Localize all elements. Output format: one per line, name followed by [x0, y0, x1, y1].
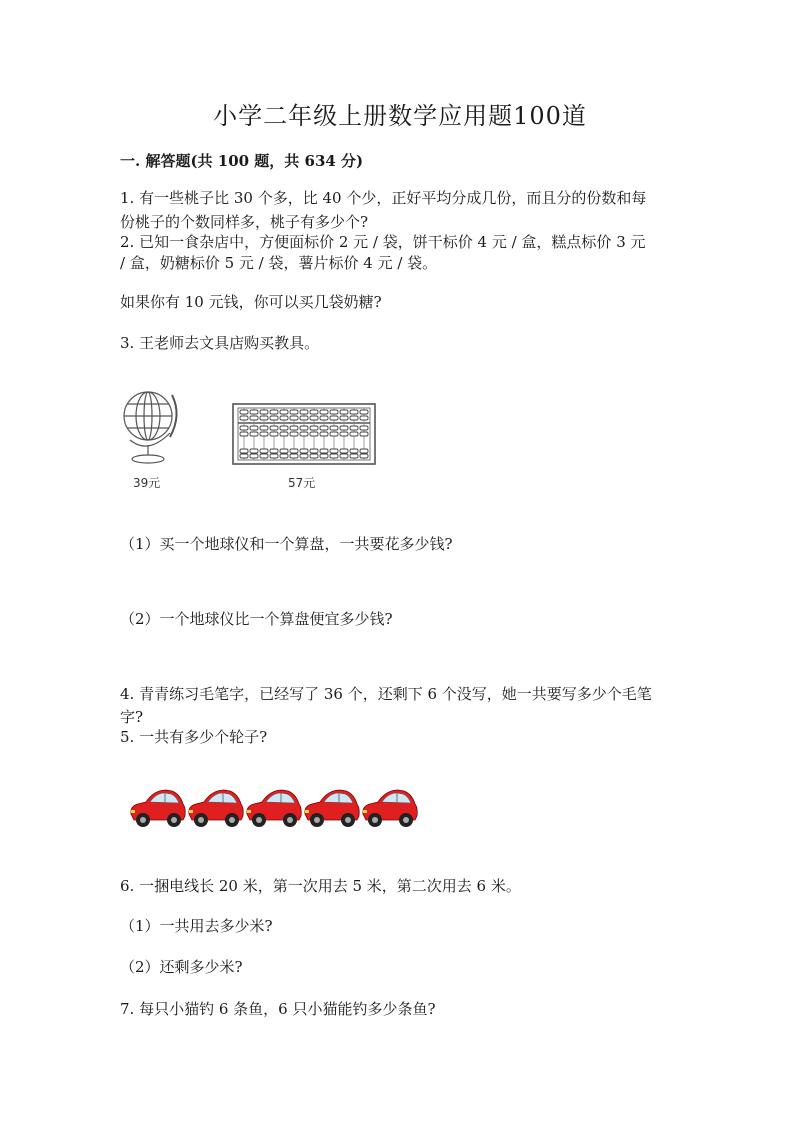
abacus-bead	[330, 432, 338, 436]
abacus-bead	[270, 426, 278, 430]
abacus-bead	[310, 454, 318, 458]
question-5: 5. 一共有多少个轮子?	[120, 728, 268, 746]
page-title: 小学二年级上册数学应用题100道	[213, 102, 587, 130]
abacus-bead	[260, 449, 268, 453]
abacus-bead	[240, 426, 248, 430]
car	[131, 790, 185, 827]
question-3: 3. 王老师去文具店购买教具。	[120, 334, 320, 352]
abacus-bead	[310, 432, 318, 436]
abacus-bead	[320, 410, 328, 414]
question-6-part-2: （2）还剩多少米?	[120, 958, 243, 976]
question-1-line-1: 1. 有一些桃子比 30 个多，比 40 个少，正好平均分成几份，而且分的份数和每	[120, 189, 647, 207]
abacus-bead	[360, 454, 368, 458]
abacus-bead	[260, 426, 268, 430]
abacus-bead	[300, 449, 308, 453]
abacus-bead	[240, 432, 248, 436]
question-7: 7. 每只小猫钓 6 条鱼，6 只小猫能钓多少条鱼?	[120, 1000, 436, 1018]
abacus-bead	[330, 426, 338, 430]
abacus-bead	[270, 416, 278, 420]
abacus-bead	[300, 416, 308, 420]
question-6-part-1: （1）一共用去多少米?	[120, 917, 273, 935]
abacus-bead	[300, 454, 308, 458]
abacus-bead	[360, 449, 368, 453]
abacus-bead	[320, 416, 328, 420]
abacus-bead	[310, 410, 318, 414]
abacus-bead	[280, 410, 288, 414]
abacus-bead	[290, 416, 298, 420]
abacus-bead	[290, 454, 298, 458]
abacus-bead	[340, 416, 348, 420]
abacus-illustration	[232, 403, 376, 465]
abacus-bead	[350, 416, 358, 420]
abacus-bead	[330, 410, 338, 414]
abacus-bead	[320, 432, 328, 436]
abacus-bead	[240, 416, 248, 420]
abacus-bead	[250, 426, 258, 430]
abacus-bead	[310, 449, 318, 453]
question-3-part-2: （2）一个地球仪比一个算盘便宜多少钱?	[120, 610, 393, 628]
abacus-bead	[250, 416, 258, 420]
abacus-bead	[350, 426, 358, 430]
section-header: 一. 解答题(共 100 题，共 634 分)	[120, 152, 364, 170]
abacus-bead	[270, 410, 278, 414]
abacus-bead	[350, 432, 358, 436]
car	[363, 790, 417, 827]
cars-illustration	[128, 784, 424, 830]
abacus-bead	[340, 410, 348, 414]
abacus-bead	[240, 449, 248, 453]
abacus-bead	[340, 454, 348, 458]
abacus-bead	[340, 432, 348, 436]
question-1-line-2: 份桃子的个数同样多，桃子有多少个?	[120, 213, 369, 231]
car	[247, 790, 301, 827]
abacus-bead	[250, 410, 258, 414]
abacus-bead	[300, 410, 308, 414]
abacus-bead	[310, 426, 318, 430]
abacus-bead	[260, 416, 268, 420]
abacus-bead	[310, 416, 318, 420]
abacus-bead	[360, 432, 368, 436]
abacus-bead	[340, 426, 348, 430]
car	[305, 790, 359, 827]
abacus-bead	[290, 432, 298, 436]
abacus-bead	[340, 449, 348, 453]
abacus-bead	[350, 449, 358, 453]
question-4-line-2: 字?	[120, 708, 144, 726]
abacus-bead	[290, 426, 298, 430]
abacus-bead	[280, 454, 288, 458]
question-3-part-1: （1）买一个地球仪和一个算盘，一共要花多少钱?	[120, 535, 453, 553]
abacus-bead	[320, 426, 328, 430]
abacus-bead	[270, 454, 278, 458]
abacus-bead	[320, 454, 328, 458]
abacus-bead	[360, 410, 368, 414]
abacus-bead	[330, 454, 338, 458]
abacus-bead	[330, 416, 338, 420]
abacus-bead	[360, 416, 368, 420]
abacus-bead	[360, 426, 368, 430]
question-2-line-2: / 盒，奶糖标价 5 元 / 袋，薯片标价 4 元 / 袋。	[120, 254, 438, 272]
abacus-bead	[240, 454, 248, 458]
abacus-bead	[250, 449, 258, 453]
abacus-bead	[300, 426, 308, 430]
abacus-price: 57元	[288, 476, 316, 490]
abacus-bead	[240, 410, 248, 414]
abacus-bead	[250, 432, 258, 436]
abacus-bead	[280, 432, 288, 436]
abacus-bead	[290, 449, 298, 453]
abacus-bead	[290, 410, 298, 414]
abacus-bead	[280, 449, 288, 453]
question-2-ask: 如果你有 10 元钱，你可以买几袋奶糖?	[120, 293, 382, 311]
question-6: 6. 一捆电线长 20 米，第一次用去 5 米，第二次用去 6 米。	[120, 877, 521, 895]
question-4-line-1: 4. 青青练习毛笔字，已经写了 36 个，还剩下 6 个没写，她一共要写多少个毛笔	[120, 685, 652, 703]
abacus-bead	[350, 410, 358, 414]
abacus-bead	[270, 449, 278, 453]
abacus-bead	[350, 454, 358, 458]
abacus-bead	[300, 432, 308, 436]
abacus-bead	[270, 432, 278, 436]
abacus-bead	[250, 454, 258, 458]
car	[189, 790, 243, 827]
abacus-bead	[260, 410, 268, 414]
globe-illustration	[118, 385, 184, 467]
globe-price: 39元	[133, 476, 161, 490]
abacus-bead	[320, 449, 328, 453]
abacus-bead	[280, 426, 288, 430]
abacus-bead	[330, 449, 338, 453]
abacus-bead	[260, 454, 268, 458]
abacus-bead	[260, 432, 268, 436]
abacus-bead	[280, 416, 288, 420]
question-2-line-1: 2. 已知一食杂店中，方便面标价 2 元 / 袋，饼干标价 4 元 / 盒，糕点标价 3 元	[120, 233, 646, 251]
